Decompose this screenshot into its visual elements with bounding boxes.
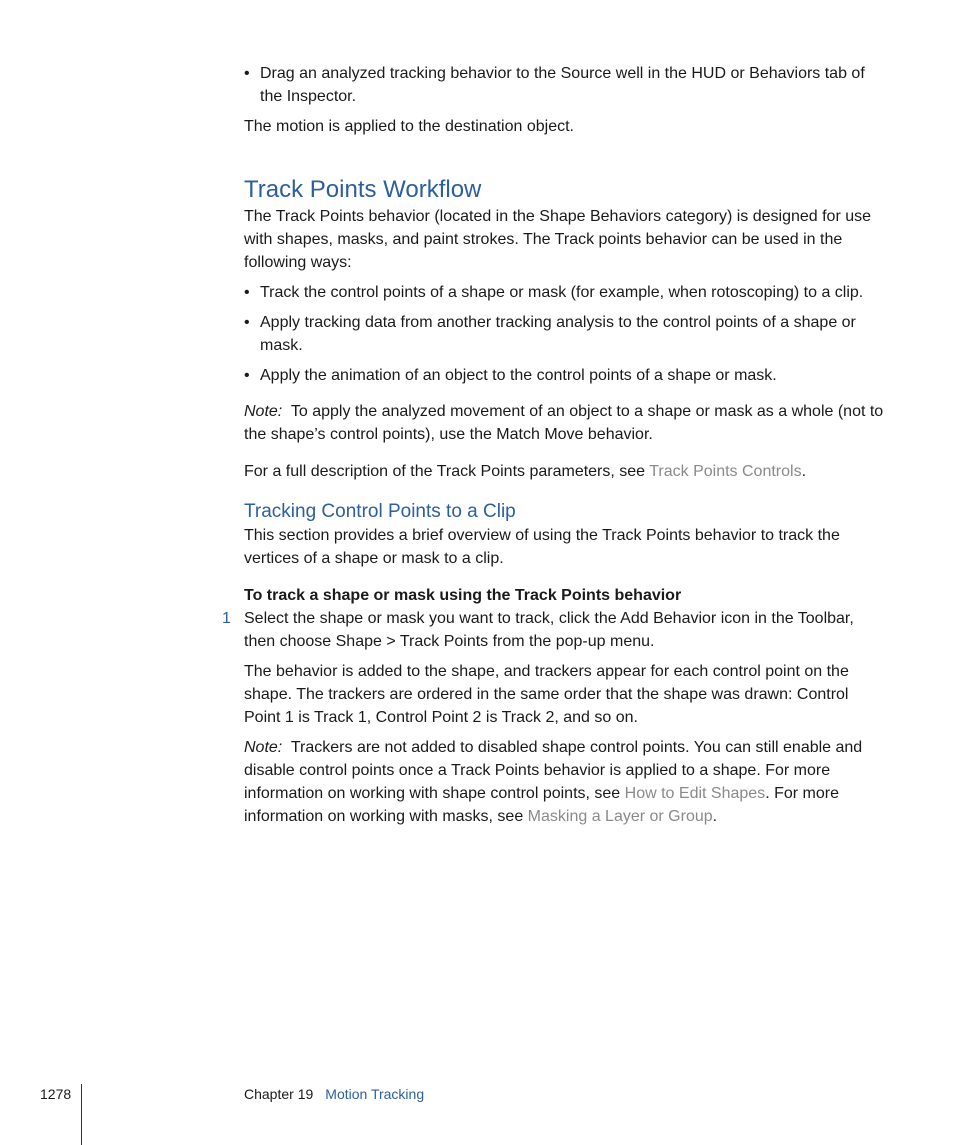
list-item xyxy=(244,281,884,304)
step-item xyxy=(222,607,884,653)
list-item-text: Drag an analyzed tracking behavior to the Source well in the HUD or Behaviors tab of the Inspector. xyxy=(260,65,865,105)
step-number: 1 xyxy=(222,610,231,627)
paragraph: The motion is applied to the destination object. xyxy=(244,118,574,135)
bullet-icon: • xyxy=(244,314,250,331)
list-item xyxy=(244,311,884,357)
footer-chapter xyxy=(244,1086,424,1102)
bullet-icon: • xyxy=(244,367,250,384)
chapter-section-link[interactable]: Motion Tracking xyxy=(325,1086,425,1102)
footer-divider xyxy=(81,1084,82,1145)
page-content xyxy=(222,62,884,828)
link-how-to-edit-shapes[interactable]: How to Edit Shapes xyxy=(624,785,766,802)
reference-end: . xyxy=(801,463,807,480)
note-end: . xyxy=(712,808,718,825)
bullet-icon: • xyxy=(244,65,250,82)
note-label: Note: xyxy=(244,403,283,420)
paragraph: This section provides a brief overview of using the Track Points behavior to track the vertices of a shape or mask to a clip. xyxy=(244,527,840,567)
paragraph: The behavior is added to the shape, and trackers appear for each control point on the shape. The trackers are ordered in the same order that the shape was drawn: Control Point 1 is Track 1, Control Point 2 is Track 2, and so on. xyxy=(244,663,849,726)
note xyxy=(244,736,884,828)
list-item-text: Apply tracking data from another tracking analysis to the control points of a shape or mask. xyxy=(260,314,856,354)
reference-paragraph xyxy=(244,460,884,483)
note-text: . For more information on working with masks, see xyxy=(244,785,839,825)
link-track-points-controls[interactable]: Track Points Controls xyxy=(649,463,802,480)
chapter-label: Chapter 19 xyxy=(244,1086,314,1102)
section-heading: Track Points Workflow xyxy=(244,176,482,203)
page-number: 1278 xyxy=(40,1086,72,1102)
task-heading: To track a shape or mask using the Track Points behavior xyxy=(244,587,682,604)
reference-text: For a full description of the Track Points parameters, see xyxy=(244,463,650,480)
list-item xyxy=(244,364,884,387)
bullet-icon: • xyxy=(244,284,250,301)
paragraph: The Track Points behavior (located in the Shape Behaviors category) is designed for use with shapes, masks, and paint strokes. The Track points behavior can be used in the following ways: xyxy=(244,208,872,271)
list-item xyxy=(244,62,884,108)
note-text: To apply the analyzed movement of an object to a shape or mask as a whole (not to the shape’s control points), use the Match Move behavior. xyxy=(244,403,884,443)
subsection-heading: Tracking Control Points to a Clip xyxy=(244,501,516,522)
note-text: Trackers are not added to disabled shape control points. You can still enable and disable control points once a Track Points behavior is applied to a shape. For more information on working with shape control points, see xyxy=(244,739,863,802)
note-label: Note: xyxy=(244,739,283,756)
step-text: Select the shape or mask you want to track, click the Add Behavior icon in the Toolbar, then choose Shape > Track Points from the pop-up menu. xyxy=(244,610,854,650)
note xyxy=(244,400,884,446)
link-masking-a-layer-or-group[interactable]: Masking a Layer or Group xyxy=(527,808,713,825)
list-item-text: Apply the animation of an object to the control points of a shape or mask. xyxy=(260,367,777,384)
list-item-text: Track the control points of a shape or mask (for example, when rotoscoping) to a clip. xyxy=(260,284,864,301)
